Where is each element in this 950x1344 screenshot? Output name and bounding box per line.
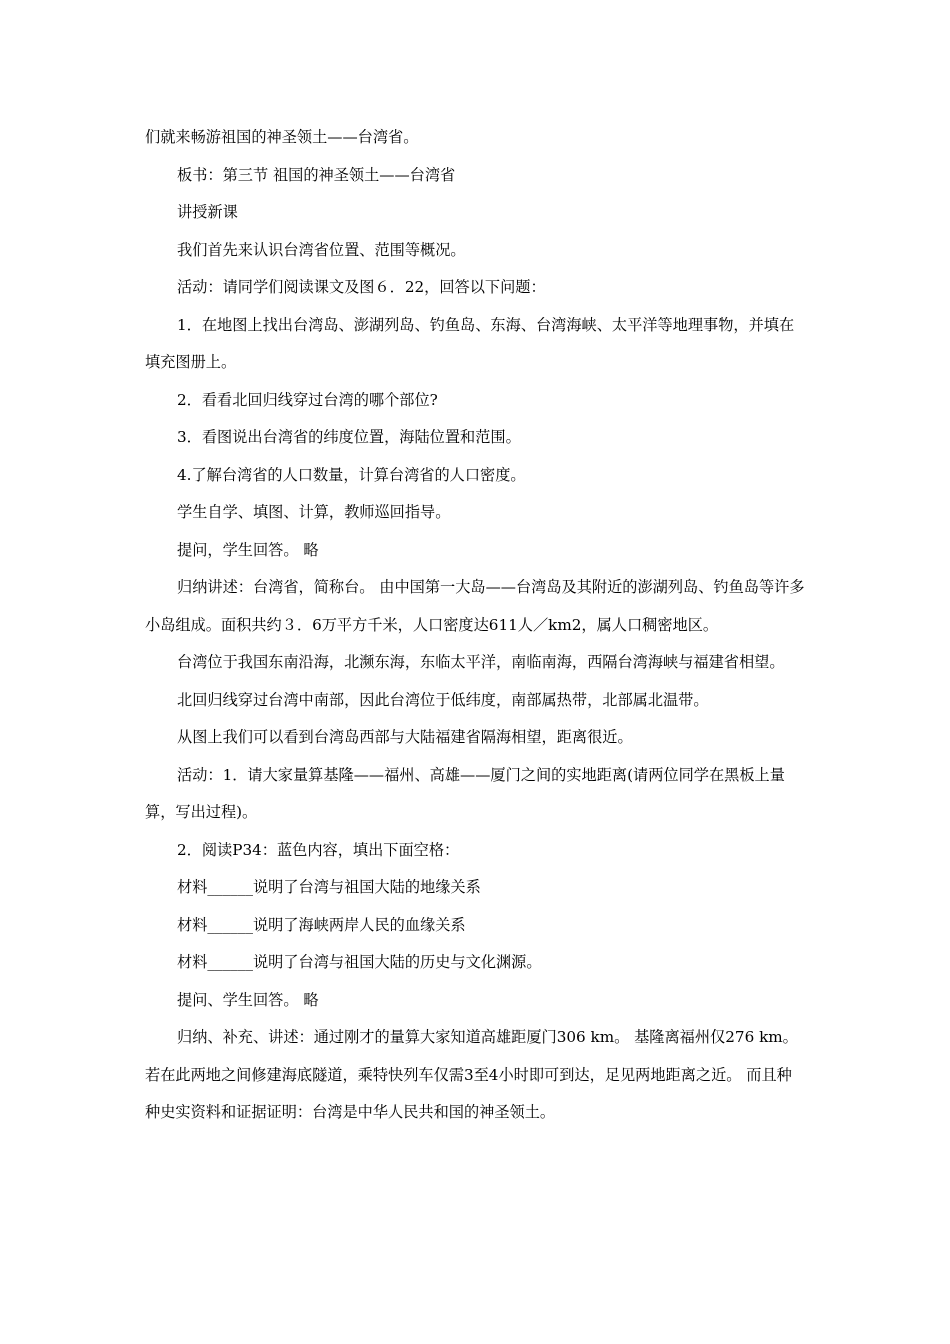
paragraph-new-lesson-heading: 讲授新课: [177, 203, 238, 221]
paragraph-location: 台湾位于我国东南沿海，北濒东海，东临太平洋，南临南海，西隔台湾海峡与福建省相望。: [177, 653, 785, 671]
paragraph-question-1: 1．在地图上找出台湾岛、澎湖列岛、钓鱼岛、东海、台湾海峡、太平洋等地理事物，并填在填充图册上。: [145, 315, 795, 371]
paragraph-blank-3: 材料______说明了台湾与祖国大陆的历史与文化渊源。: [177, 953, 542, 971]
paragraph-blank-2: 材料______说明了海峡两岸人民的血缘关系: [177, 915, 466, 934]
paragraph-q-and-a-1: 提问，学生回答。 略: [177, 540, 319, 559]
paragraph-blank-1: 材料______说明了台湾与祖国大陆的地缘关系: [177, 878, 481, 896]
paragraph-tropic: 北回归线穿过台湾中南部，因此台湾位于低纬度，南部属热带，北部属北温带。: [177, 690, 709, 709]
paragraph-question-2: 2．看看北回归线穿过台湾的哪个部位?: [177, 390, 438, 409]
paragraph-question-3: 3．看图说出台湾省的纬度位置，海陆位置和范围。: [177, 428, 521, 446]
paragraph-reading-task: 2．阅读P34：蓝色内容，填出下面空格：: [177, 840, 460, 859]
paragraph-overview: 我们首先来认识台湾省位置、范围等概况。: [177, 240, 466, 259]
document-body: [145, 119, 807, 1132]
paragraph-self-study: 学生自学、填图、计算，教师巡回指导。: [177, 503, 451, 521]
paragraph-question-4: 4.了解台湾省的人口数量，计算台湾省的人口密度。: [177, 465, 526, 484]
paragraph-summary-1: 归纳讲述：台湾省，简称台。 由中国第一大岛——台湾岛及其附近的澎湖列岛、钓鱼岛等许多小岛组成。面积共约３．6万平方千米，人口密度达611人／km2，属人口稠密地区。: [145, 578, 805, 634]
paragraph-q-and-a-2: 提问、学生回答。 略: [177, 990, 319, 1009]
paragraph-blackboard-title: 板书：第三节 祖国的神圣领土——台湾省: [177, 165, 456, 184]
paragraph-activity-1: 活动：请同学们阅读课文及图６．22，回答以下问题：: [177, 278, 546, 296]
paragraph-summary-2: 归纳、补充、讲述：通过刚才的量算大家知道高雄距厦门306 km。 基隆离福州仅276 km。 若在此两地之间修建海底隧道，乘特快列车仅需3至4小时即可到达，足见两地距离之近。 而且种种史实资料和证据证明：台湾是中华人民共和国的神圣领土。: [145, 1028, 798, 1121]
paragraph-activity-2: 活动：1．请大家量算基隆——福州、高雄——厦门之间的实地距离(请两位同学在黑板上量算，写出过程)。: [145, 765, 785, 821]
paragraph-intro-continuation: 们就来畅游祖国的神圣领土——台湾省。: [145, 128, 419, 146]
paragraph-proximity: 从图上我们可以看到台湾岛西部与大陆福建省隔海相望，距离很近。: [177, 728, 633, 746]
